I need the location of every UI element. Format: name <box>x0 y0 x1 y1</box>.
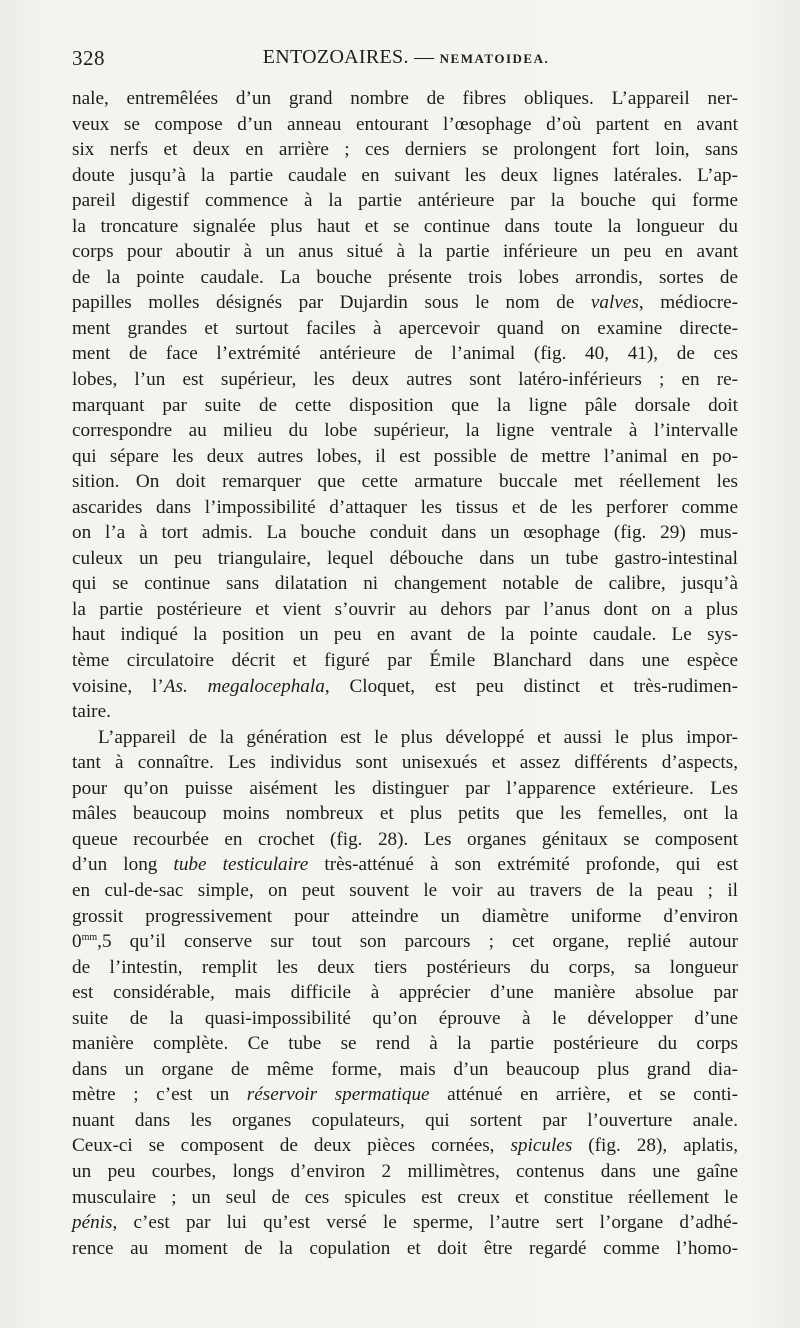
text-line <box>72 1236 738 1262</box>
line-text: , Cloquet, est peu distinct et très-rudimen- <box>324 675 738 697</box>
unit-superscript: mm <box>81 932 98 944</box>
text-line <box>72 750 738 776</box>
text-line <box>72 86 738 112</box>
text-line <box>72 622 738 648</box>
line-text: mètre ; c’est un <box>72 1084 247 1106</box>
page-number: 328 <box>72 46 105 70</box>
italic-term: tube testiculaire <box>173 854 309 876</box>
text-line <box>72 648 738 674</box>
text-line <box>72 699 738 725</box>
italic-term: As. megalocephala <box>163 675 325 697</box>
text-line <box>72 1133 738 1159</box>
running-title-sub: NEMATOIDEA. <box>439 51 550 66</box>
line-text: haut indiqué la position un peu en avant de la pointe caudale. Le sys- <box>72 624 738 646</box>
line-text: sition. On doit remarquer que cette armature buccale met réellement les <box>72 471 738 493</box>
line-text: L’appareil de la génération est le plus développé et aussi le plus impor- <box>98 726 738 748</box>
text-line <box>72 214 738 240</box>
running-title-main: ENTOZOAIRES. — <box>262 46 440 68</box>
line-text: rence au moment de la copulation et doit être regardé comme l’homo- <box>72 1237 738 1259</box>
running-header <box>72 46 740 78</box>
text-line <box>72 1031 738 1057</box>
line-text: veux se compose d’un anneau entourant l’œsophage d’où partent en avant <box>72 113 738 135</box>
line-text: nale, entremêlées d’un grand nombre de fibres obliques. L’appareil ner- <box>72 88 738 109</box>
line-text: tème circulatoire décrit et figuré par Émile Blanchard dans une espèce <box>72 650 738 672</box>
line-text: (fig. 28), aplatis, <box>572 1135 738 1157</box>
line-text: , médiocre- <box>638 292 738 314</box>
text-line <box>72 827 738 853</box>
text-line <box>72 801 738 827</box>
text-line <box>72 290 738 316</box>
body-text <box>72 86 738 1261</box>
text-line <box>72 495 738 521</box>
text-line <box>72 571 738 597</box>
text-line <box>72 980 738 1006</box>
line-text: un peu courbes, longs d’environ 2 millimètres, contenus dans une gaîne <box>72 1160 738 1182</box>
line-text: musculaire ; un seul de ces spicules est creux et constitue réellement le <box>72 1186 738 1208</box>
line-text: doute jusqu’à la partie caudale en suivant les deux lignes latérales. L’ap- <box>72 164 738 186</box>
line-text: nuant dans les organes copulateurs, qui sortent par l’ouverture anale. <box>72 1109 738 1131</box>
line-text: corps pour aboutir à un anus situé à la partie inférieure un peu en avant <box>72 241 738 263</box>
line-text: ment de face l’extrémité antérieure de l’animal (fig. 40, 41), de ces <box>72 343 738 365</box>
text-line <box>72 444 738 470</box>
line-text: mâles beaucoup moins nombreux et plus petits que les femelles, ont la <box>72 803 738 825</box>
line-text: voisine, l’ <box>72 675 164 697</box>
line-text: de l’intestin, remplit les deux tiers postérieurs du corps, sa longueur <box>72 956 738 978</box>
text-line <box>72 1210 738 1236</box>
text-line <box>72 1159 738 1185</box>
text-line <box>72 265 738 291</box>
text-line <box>72 674 738 700</box>
line-text: pour qu’on puisse aisément les distinguer par l’apparence extérieure. Les <box>72 777 738 799</box>
text-line <box>72 878 738 904</box>
text-line <box>72 469 738 495</box>
line-text: six nerfs et deux en arrière ; ces derniers se prolongent fort loin, sans <box>72 139 738 161</box>
text-line <box>72 137 738 163</box>
text-line <box>72 1006 738 1032</box>
line-text: qui sépare les deux autres lobes, il est possible de mettre l’animal en po- <box>72 445 738 467</box>
line-text: marquant par suite de cette disposition que la ligne pâle dorsale doit <box>72 394 738 416</box>
italic-term: valves <box>590 292 639 314</box>
text-line <box>72 112 738 138</box>
text-line <box>72 188 738 214</box>
text-line <box>72 597 738 623</box>
text-line <box>72 393 738 419</box>
line-text: atténué en arrière, et se conti- <box>429 1084 739 1106</box>
line-text: de la pointe caudale. La bouche présente trois lobes arrondis, sortes de <box>72 266 738 288</box>
text-line <box>72 546 738 572</box>
text-line <box>72 852 738 878</box>
text-line <box>72 367 738 393</box>
line-text: correspondre au milieu du lobe supérieur, la ligne ventrale à l’intervalle <box>72 420 738 442</box>
text-line <box>72 904 738 930</box>
line-text: d’un long <box>72 854 174 876</box>
line-text: Ceux-ci se composent de deux pièces cornées, <box>72 1135 511 1157</box>
line-text: la troncature signalée plus haut et se continue dans toute la longueur du <box>72 215 738 237</box>
text-line <box>72 316 738 342</box>
line-text: la partie postérieure et vient s’ouvrir au dehors par l’anus dont on a plus <box>72 598 738 620</box>
line-text: qui se continue sans dilatation ni changement notable de calibre, jusqu’à <box>72 573 738 595</box>
line-text: ment grandes et surtout faciles à apercevoir quand on examine directe- <box>72 317 738 339</box>
text-line <box>72 520 738 546</box>
line-text: manière complète. Ce tube se rend à la partie postérieure du corps <box>72 1033 738 1055</box>
text-line <box>72 418 738 444</box>
line-text: tant à connaître. Les individus sont unisexués et assez différents d’aspects, <box>72 752 738 774</box>
line-text: taire. <box>72 701 111 723</box>
line-text: queue recourbée en crochet (fig. 28). Les organes génitaux se composent <box>72 828 738 850</box>
text-line <box>72 725 738 751</box>
line-text: papilles molles désignés par Dujardin sous le nom de <box>72 292 591 314</box>
line-text: suite de la quasi-impossibilité qu’on éprouve à le développer d’une <box>72 1007 738 1029</box>
text-line <box>72 776 738 802</box>
line-text: est considérable, mais difficile à apprécier d’une manière absolue par <box>72 982 738 1004</box>
italic-term: pénis <box>72 1212 113 1234</box>
text-line <box>72 163 738 189</box>
line-text: culeux un peu triangulaire, lequel débouche dans un tube gastro-intestinal <box>72 547 738 569</box>
line-text: , c’est par lui qu’est versé le sperme, l’autre sert l’organe d’adhé- <box>112 1212 738 1234</box>
line-text: dans un organe de même forme, mais d’un beaucoup plus grand dia- <box>72 1058 738 1080</box>
running-title <box>72 46 740 69</box>
text-line <box>72 239 738 265</box>
text-line <box>72 1108 738 1134</box>
line-text: grossit progressivement pour atteindre un diamètre uniforme d’environ <box>72 905 738 927</box>
text-line <box>72 955 738 981</box>
line-text: ascarides dans l’impossibilité d’attaquer les tissus et de les perforer comme <box>72 496 738 518</box>
text-line <box>72 1057 738 1083</box>
text-line <box>72 1185 738 1211</box>
line-text: en cul-de-sac simple, on peut souvent le voir au travers de la peau ; il <box>72 879 738 901</box>
line-text: pareil digestif commence à la partie antérieure par la bouche qui forme <box>72 190 738 212</box>
text-line <box>72 929 738 955</box>
line-text: très-atténué à son extrémité profonde, qui est <box>308 854 738 876</box>
italic-term: spicules <box>510 1135 573 1157</box>
line-text: lobes, l’un est supérieur, les deux autres sont latéro-inférieurs ; en re- <box>72 369 738 391</box>
italic-term: réservoir spermatique <box>246 1084 430 1106</box>
line-text: on l’a à tort admis. La bouche conduit dans un œsophage (fig. 29) mus- <box>72 522 738 544</box>
line-text: ,5 qu’il conserve sur tout son parcours ; cet organe, replié autour <box>97 931 738 953</box>
text-line <box>72 341 738 367</box>
line-text: 0 <box>72 931 82 953</box>
text-line <box>72 1082 738 1108</box>
